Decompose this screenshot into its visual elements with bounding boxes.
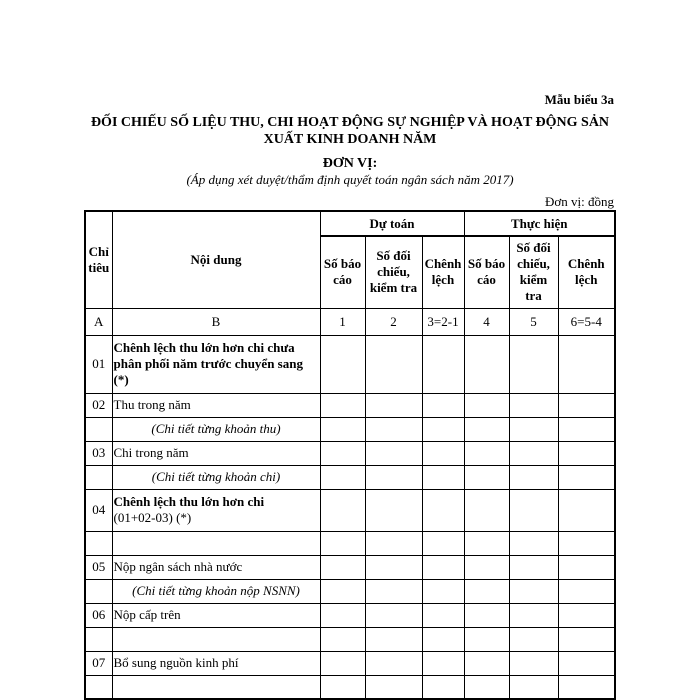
row-label: (Chi tiết từng khoản chi) bbox=[112, 465, 320, 489]
table-row bbox=[85, 531, 615, 555]
header-noi-dung: Nội dung bbox=[112, 211, 320, 308]
row-label bbox=[112, 531, 320, 555]
header-du-toan-so-bao-cao: Số báo cáo bbox=[320, 236, 365, 308]
row-code bbox=[85, 465, 112, 489]
index-cell: 5 bbox=[509, 308, 558, 335]
row-code bbox=[85, 627, 112, 651]
table-row bbox=[85, 627, 615, 651]
row-label: Thu trong năm bbox=[112, 393, 320, 417]
index-cell: 4 bbox=[464, 308, 509, 335]
table-row bbox=[85, 489, 615, 531]
table-row bbox=[85, 465, 615, 489]
row-code bbox=[85, 675, 112, 699]
index-cell: 3=2-1 bbox=[422, 308, 464, 335]
table-row bbox=[85, 441, 615, 465]
row-code: 06 bbox=[85, 603, 112, 627]
unit-heading: ĐƠN VỊ: bbox=[322, 156, 378, 171]
row-code: 05 bbox=[85, 555, 112, 579]
table-row bbox=[85, 335, 615, 393]
document-subtitle: (Áp dụng xét duyệt/thẩm định quyết toán ngân sách năm 2017) bbox=[186, 172, 514, 187]
form-code: Mẫu biểu 3a bbox=[544, 92, 614, 107]
row-label: (Chi tiết từng khoản thu) bbox=[112, 417, 320, 441]
column-index-row bbox=[85, 308, 615, 335]
row-code: 01 bbox=[85, 335, 112, 393]
row-label: Bổ sung nguồn kinh phí bbox=[112, 651, 320, 675]
header-du-toan-chenh-lech: Chênh lệch bbox=[422, 236, 464, 308]
row-label: Chênh lệch thu lớn hơn chi bbox=[113, 494, 265, 509]
row-code: 07 bbox=[85, 651, 112, 675]
document-title: ĐỐI CHIẾU SỐ LIỆU THU, CHI HOẠT ĐỘNG SỰ NGHIỆP VÀ HOẠT ĐỘNG SẢN XUẤT KINH DOANH NĂM bbox=[90, 115, 610, 147]
row-code: 02 bbox=[85, 393, 112, 417]
table-row bbox=[85, 417, 615, 441]
row-label: (Chi tiết từng khoản nộp NSNN) bbox=[112, 579, 320, 603]
index-cell: A bbox=[85, 308, 112, 335]
header-thuc-hien-so-bao-cao: Số báo cáo bbox=[464, 236, 509, 308]
row-label: Nộp cấp trên bbox=[112, 603, 320, 627]
row-code: 04 bbox=[85, 489, 112, 531]
row-label-formula: (01+02-03) (*) bbox=[113, 510, 192, 525]
row-label-cell bbox=[112, 489, 320, 531]
index-cell: 6=5-4 bbox=[558, 308, 615, 335]
row-label: Chi trong năm bbox=[112, 441, 320, 465]
table-row bbox=[85, 579, 615, 603]
header-du-toan: Dự toán bbox=[320, 211, 464, 236]
row-label bbox=[112, 675, 320, 699]
row-code bbox=[85, 579, 112, 603]
index-cell: 1 bbox=[320, 308, 365, 335]
header-thuc-hien-chenh-lech: Chênh lệch bbox=[558, 236, 615, 308]
table-row bbox=[85, 603, 615, 627]
row-label: Chênh lệch thu lớn hơn chi chưa phân phối năm trước chuyển sang (*) bbox=[112, 335, 320, 393]
header-thuc-hien-so-doi-chieu: Số đối chiếu, kiểm tra bbox=[509, 236, 558, 308]
table-row bbox=[85, 651, 615, 675]
index-cell: 2 bbox=[365, 308, 422, 335]
row-label: Nộp ngân sách nhà nước bbox=[112, 555, 320, 579]
currency-note: Đơn vị: đồng bbox=[545, 194, 614, 209]
row-label bbox=[112, 627, 320, 651]
row-code bbox=[85, 531, 112, 555]
table-row bbox=[85, 393, 615, 417]
table-row bbox=[85, 675, 615, 699]
row-code bbox=[85, 417, 112, 441]
header-du-toan-so-doi-chieu: Số đối chiếu, kiểm tra bbox=[365, 236, 422, 308]
reconciliation-table bbox=[84, 210, 616, 700]
table-row bbox=[85, 555, 615, 579]
index-cell: B bbox=[112, 308, 320, 335]
header-chi-tieu: Chỉ tiêu bbox=[85, 211, 112, 308]
header-thuc-hien: Thực hiện bbox=[464, 211, 615, 236]
row-code: 03 bbox=[85, 441, 112, 465]
